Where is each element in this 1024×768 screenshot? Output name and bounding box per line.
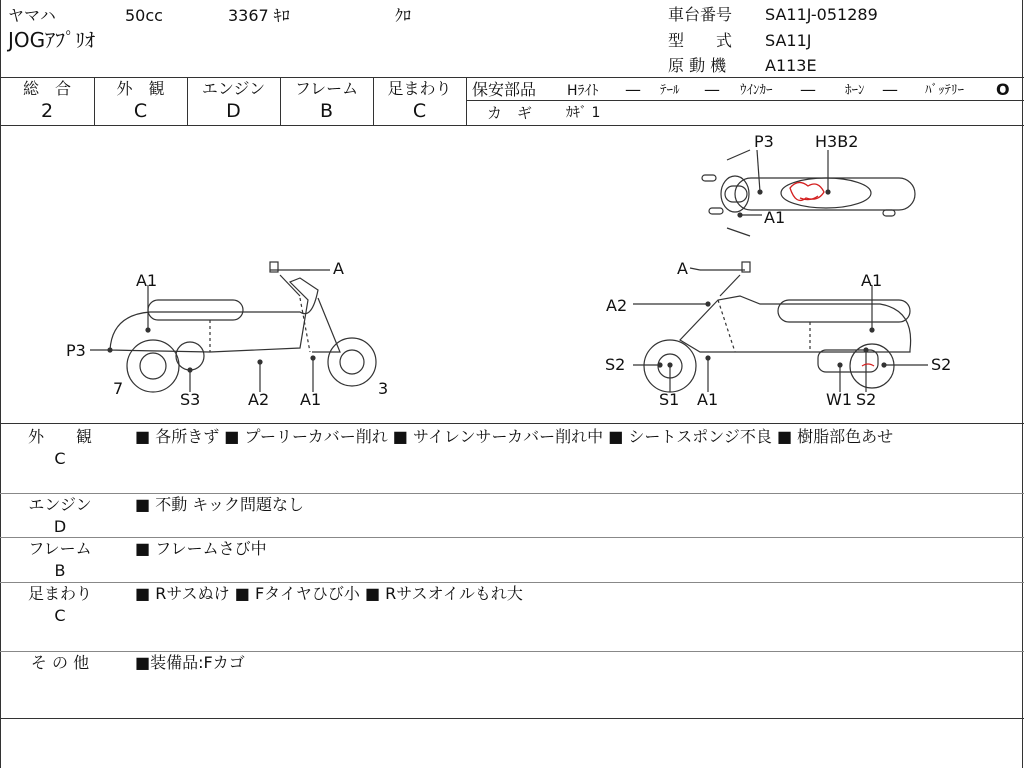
- safety-winker-mark: —: [800, 80, 816, 99]
- left-label-p3: P3: [66, 341, 86, 360]
- condition-engine-text: ■ 不動 キック問題なし: [135, 495, 304, 514]
- engine-label: 原 動 機: [668, 56, 727, 75]
- right-label-a-handle: A: [677, 259, 688, 278]
- top-label-p3: P3: [754, 132, 774, 151]
- damage-mark: [790, 182, 824, 200]
- grade-suspension-value: C: [412, 100, 427, 122]
- condition-exterior-label: 外 観: [27, 427, 92, 446]
- safety-taillight-name: ﾃｰﾙ: [660, 83, 680, 98]
- left-label-a1-lower: A1: [300, 390, 322, 409]
- grade-exterior-value: C: [133, 100, 148, 122]
- right-side-scooter: [633, 262, 928, 392]
- condition-other-text: ■装備品:Fカゴ: [135, 653, 245, 672]
- left-label-a1-body: A1: [136, 271, 158, 290]
- grade-exterior-label: 外 観: [116, 79, 165, 98]
- safety-taillight-mark: —: [704, 80, 720, 99]
- key-value: ｶｷﾞ 1: [566, 105, 601, 121]
- grade-frame-value: B: [319, 100, 334, 122]
- divider: [0, 77, 1024, 78]
- safety-battery-mark: O: [996, 80, 1010, 99]
- condition-engine-grade: D: [53, 517, 67, 536]
- safety-horn-mark: —: [882, 80, 898, 99]
- top-label-a1: A1: [764, 208, 786, 227]
- right-label-w1: W1: [826, 390, 852, 409]
- condition-suspension-label: 足まわり: [27, 584, 92, 603]
- safety-horn-name: ﾎｰﾝ: [845, 83, 865, 98]
- type-value: SA11J: [765, 31, 812, 50]
- model-name: JOGｱﾌﾟﾘｵ: [8, 28, 96, 52]
- condition-exterior-grade: C: [54, 449, 66, 468]
- divider: [0, 718, 1024, 719]
- left-label-3: 3: [378, 379, 389, 398]
- scooter-diagram: [0, 126, 1024, 422]
- condition-frame-label: フレーム: [28, 539, 92, 558]
- color: ｸﾛ: [395, 6, 412, 25]
- frame-number-label: 車台番号: [668, 5, 733, 24]
- displacement: 50cc: [125, 6, 163, 25]
- key-label: カ ギ: [487, 104, 533, 122]
- type-label: 型 式: [668, 31, 733, 50]
- grade-overall-value: 2: [40, 100, 54, 122]
- top-view-scooter: [702, 150, 915, 236]
- grade-engine-label: エンジン: [201, 79, 266, 98]
- grade-suspension-label: 足まわり: [387, 79, 452, 98]
- left-label-a2: A2: [248, 390, 270, 409]
- left-label-a-handle: A: [333, 259, 344, 278]
- right-label-a1-lower: A1: [697, 390, 719, 409]
- safety-headlight-name: Hﾗｲﾄ: [567, 83, 599, 99]
- grade-engine-value: D: [226, 100, 241, 122]
- mileage: 3367 ｷﾛ: [228, 6, 290, 25]
- divider: [466, 77, 467, 125]
- condition-exterior-text: ■ 各所きず ■ プーリーカバー削れ ■ サイレンサーカバー削れ中 ■ シートスポンジ不良 ■ 樹脂部色あせ: [135, 427, 894, 446]
- left-label-s3: S3: [180, 390, 201, 409]
- grade-frame-label: フレーム: [294, 79, 359, 98]
- safety-battery-name: ﾊﾞｯﾃﾘｰ: [925, 83, 964, 98]
- condition-suspension-text: ■ Rサスぬけ ■ Fタイヤひび小 ■ Rサスオイルもれ大: [135, 584, 523, 603]
- left-side-scooter: [90, 262, 376, 392]
- right-label-a2: A2: [606, 296, 628, 315]
- divider: [0, 423, 1024, 424]
- safety-parts-label: 保安部品: [472, 80, 537, 99]
- frame-number: SA11J-051289: [765, 5, 878, 24]
- right-label-s1: S1: [659, 390, 680, 409]
- left-label-7: 7: [113, 379, 124, 398]
- safety-winker-name: ｳｲﾝｶｰ: [740, 83, 773, 98]
- condition-suspension-grade: C: [54, 606, 66, 625]
- right-label-a1-body: A1: [861, 271, 883, 290]
- maker: ヤマハ: [8, 6, 56, 25]
- top-label-h3b2: H3B2: [815, 132, 859, 151]
- engine-value: A113E: [765, 56, 817, 75]
- grade-overall-label: 総 合: [22, 79, 71, 98]
- safety-headlight-mark: —: [625, 80, 641, 99]
- right-label-s2-lower: S2: [856, 390, 877, 409]
- condition-other-label: そ の 他: [30, 653, 90, 672]
- condition-frame-text: ■ フレームさび中: [135, 539, 267, 558]
- condition-frame-grade: B: [54, 561, 66, 580]
- condition-engine-label: エンジン: [28, 495, 92, 514]
- right-label-s2-front: S2: [605, 355, 626, 374]
- right-label-s2-rear: S2: [931, 355, 952, 374]
